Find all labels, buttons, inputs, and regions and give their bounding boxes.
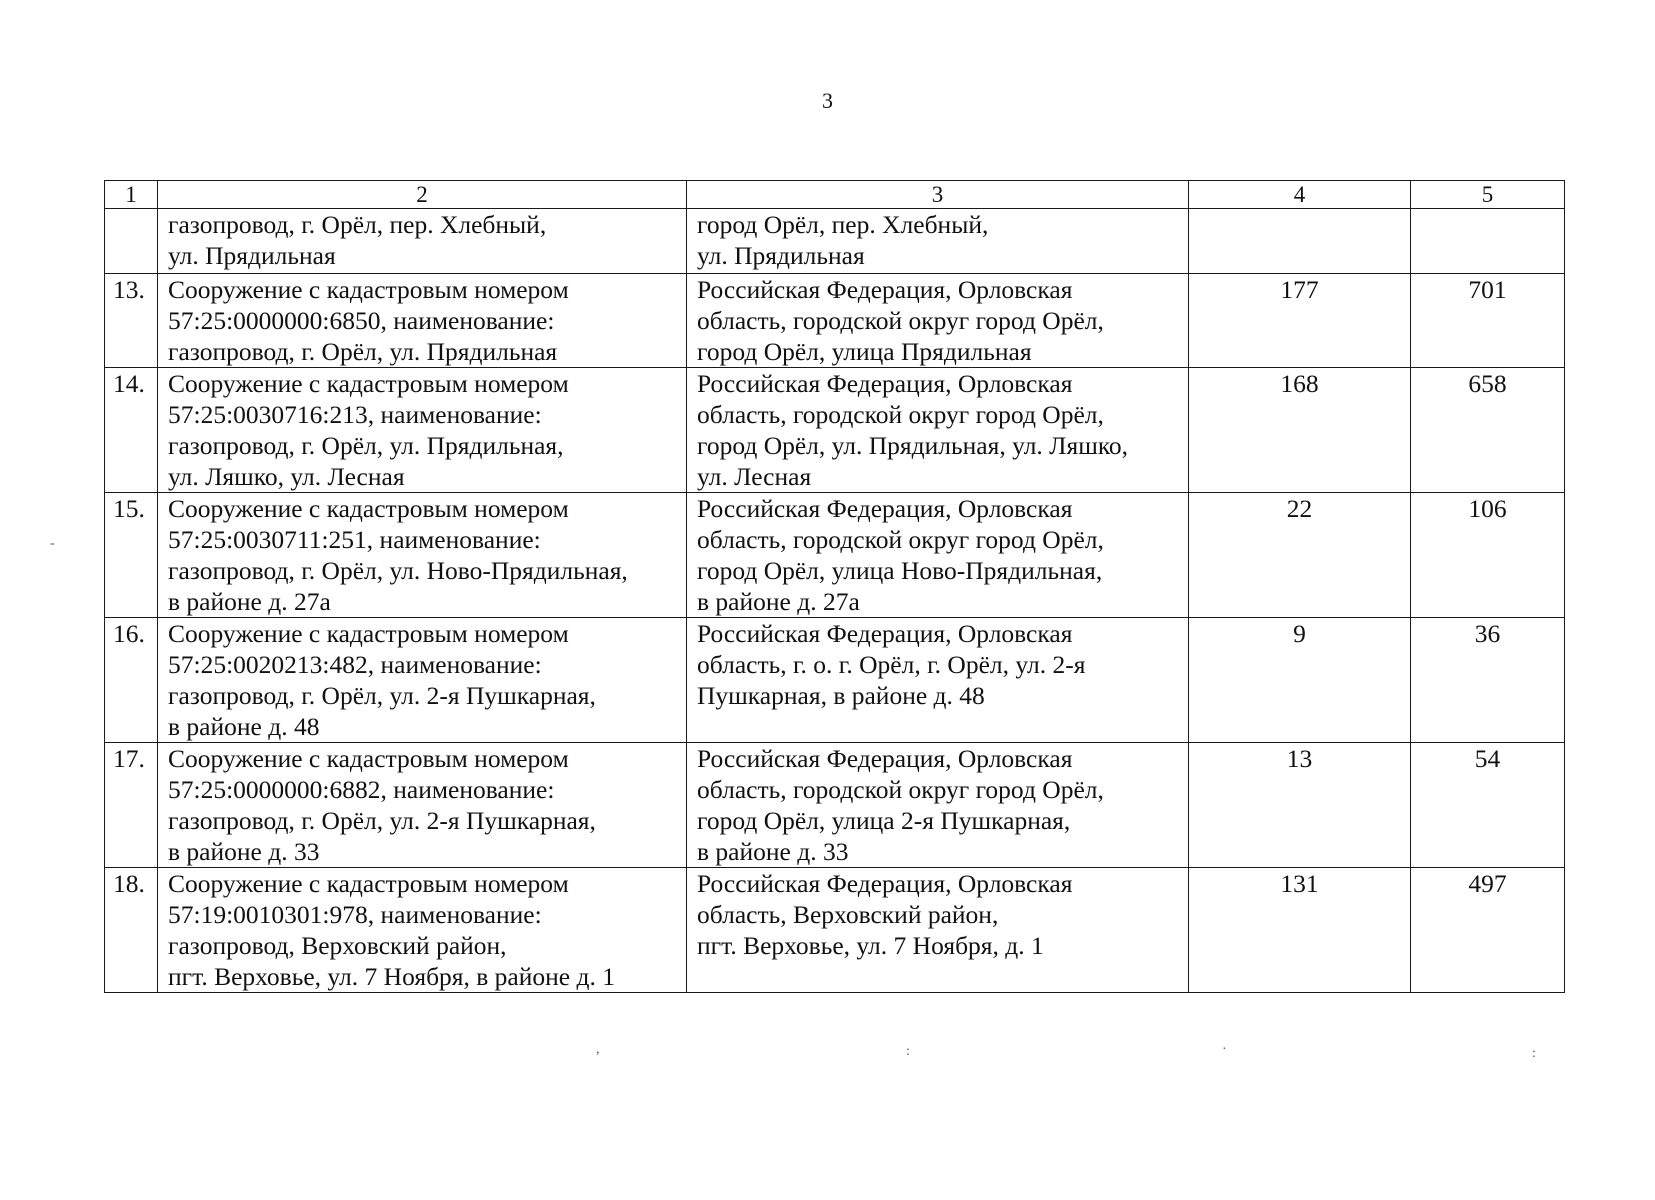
scan-speck: : [906,1044,910,1059]
column-number-5: 5 [1411,181,1565,209]
description-line: 57:25:0030711:251, наименование: [168,525,541,554]
column-number-3: 3 [687,181,1189,209]
object-description-cell [158,368,687,493]
row-number-cell: 17. [105,743,158,868]
object-description-cell [158,209,687,274]
row-number-cell: 18. [105,868,158,993]
table-row [105,209,1565,274]
description-line: ул. Прядильная [168,241,336,270]
row-number-cell: 14. [105,368,158,493]
address-line: ул. Лесная [697,462,812,491]
row-number-cell [105,209,158,274]
column-5-value-cell [1411,209,1565,274]
column-number-1: 1 [105,181,158,209]
address-line: Российская Федерация, Орловская [697,369,1073,398]
description-line: Сооружение с кадастровым номером [168,619,569,648]
address-line: ул. Прядильная [697,241,865,270]
address-line: Российская Федерация, Орловская [697,275,1073,304]
address-line: город Орёл, улица 2-я Пушкарная, [697,806,1071,835]
description-line: 57:25:0000000:6882, наименование: [168,775,555,804]
column-4-value-cell: 168 [1189,368,1411,493]
address-line: город Орёл, улица Прядильная [697,337,1032,366]
column-4-value-cell: 9 [1189,618,1411,743]
scan-speck: · [1222,1042,1227,1057]
address-line: область, городской округ город Орёл, [697,525,1104,554]
address-line: город Орёл, улица Ново-Прядильная, [697,556,1103,585]
scan-speck: : [1532,1046,1536,1061]
row-number-cell: 16. [105,618,158,743]
description-line: в районе д. 48 [168,712,320,741]
address-line: область, Верховский район, [697,900,999,929]
row-number-cell: 15. [105,493,158,618]
description-line: газопровод, г. Орёл, ул. Прядильная, [168,431,564,460]
address-line: область, городской округ город Орёл, [697,306,1104,335]
description-line: Сооружение с кадастровым номером [168,869,569,898]
object-description-cell [158,618,687,743]
column-number-row [105,181,1565,209]
address-line: Российская Федерация, Орловская [697,744,1073,773]
column-number-2: 2 [158,181,687,209]
address-cell [687,274,1189,368]
column-5-value-cell: 36 [1411,618,1565,743]
column-4-value-cell [1189,209,1411,274]
address-cell [687,618,1189,743]
description-line: 57:25:0020213:482, наименование: [168,650,542,679]
description-line: газопровод, г. Орёл, ул. Ново-Прядильная, [168,556,628,585]
description-line: пгт. Верховье, ул. 7 Ноября, в районе д. 1 [168,962,615,991]
address-line: город Орёл, пер. Хлебный, [697,210,989,239]
table-row [105,868,1565,993]
column-number-4: 4 [1189,181,1411,209]
table-row [105,493,1565,618]
description-line: 57:25:0000000:6850, наименование: [168,306,555,335]
description-line: газопровод, г. Орёл, ул. 2-я Пушкарная, [168,806,596,835]
address-line: область, городской округ город Орёл, [697,400,1104,429]
object-description-cell [158,274,687,368]
column-4-value-cell: 177 [1189,274,1411,368]
scan-speck: , [596,1042,600,1057]
registry-table [104,180,1565,993]
scan-speck: - [50,536,55,551]
table-row [105,274,1565,368]
address-cell [687,209,1189,274]
address-line: область, городской округ город Орёл, [697,775,1104,804]
description-line: Сооружение с кадастровым номером [168,369,569,398]
table-row [105,368,1565,493]
address-line: в районе д. 27а [697,587,860,616]
object-description-cell [158,493,687,618]
address-cell [687,743,1189,868]
column-5-value-cell: 54 [1411,743,1565,868]
object-description-cell [158,868,687,993]
address-line: в районе д. 33 [697,837,849,866]
address-cell [687,493,1189,618]
column-5-value-cell: 701 [1411,274,1565,368]
description-line: ул. Ляшко, ул. Лесная [168,462,405,491]
address-line: Пушкарная, в районе д. 48 [697,681,985,710]
description-line: 57:25:0030716:213, наименование: [168,400,542,429]
table-body [105,181,1565,993]
address-line: область, г. о. г. Орёл, г. Орёл, ул. 2-я [697,650,1086,679]
address-line: Российская Федерация, Орловская [697,619,1073,648]
description-line: в районе д. 33 [168,837,320,866]
column-4-value-cell: 13 [1189,743,1411,868]
address-line: Российская Федерация, Орловская [697,494,1073,523]
description-line: газопровод, г. Орёл, пер. Хлебный, [168,210,547,239]
table-row [105,618,1565,743]
address-cell [687,368,1189,493]
address-cell [687,868,1189,993]
table-row [105,743,1565,868]
column-4-value-cell: 131 [1189,868,1411,993]
description-line: газопровод, Верховский район, [168,931,507,960]
column-5-value-cell: 106 [1411,493,1565,618]
description-line: газопровод, г. Орёл, ул. Прядильная [168,337,558,366]
page-number: 3 [822,88,833,113]
description-line: газопровод, г. Орёл, ул. 2-я Пушкарная, [168,681,596,710]
description-line: Сооружение с кадастровым номером [168,494,569,523]
address-line: пгт. Верховье, ул. 7 Ноября, д. 1 [697,931,1044,960]
address-line: Российская Федерация, Орловская [697,869,1073,898]
column-5-value-cell: 497 [1411,868,1565,993]
description-line: Сооружение с кадастровым номером [168,275,569,304]
description-line: 57:19:0010301:978, наименование: [168,900,542,929]
object-description-cell [158,743,687,868]
column-4-value-cell: 22 [1189,493,1411,618]
description-line: в районе д. 27а [168,587,331,616]
row-number-cell: 13. [105,274,158,368]
address-line: город Орёл, ул. Прядильная, ул. Ляшко, [697,431,1129,460]
column-5-value-cell: 658 [1411,368,1565,493]
description-line: Сооружение с кадастровым номером [168,744,569,773]
